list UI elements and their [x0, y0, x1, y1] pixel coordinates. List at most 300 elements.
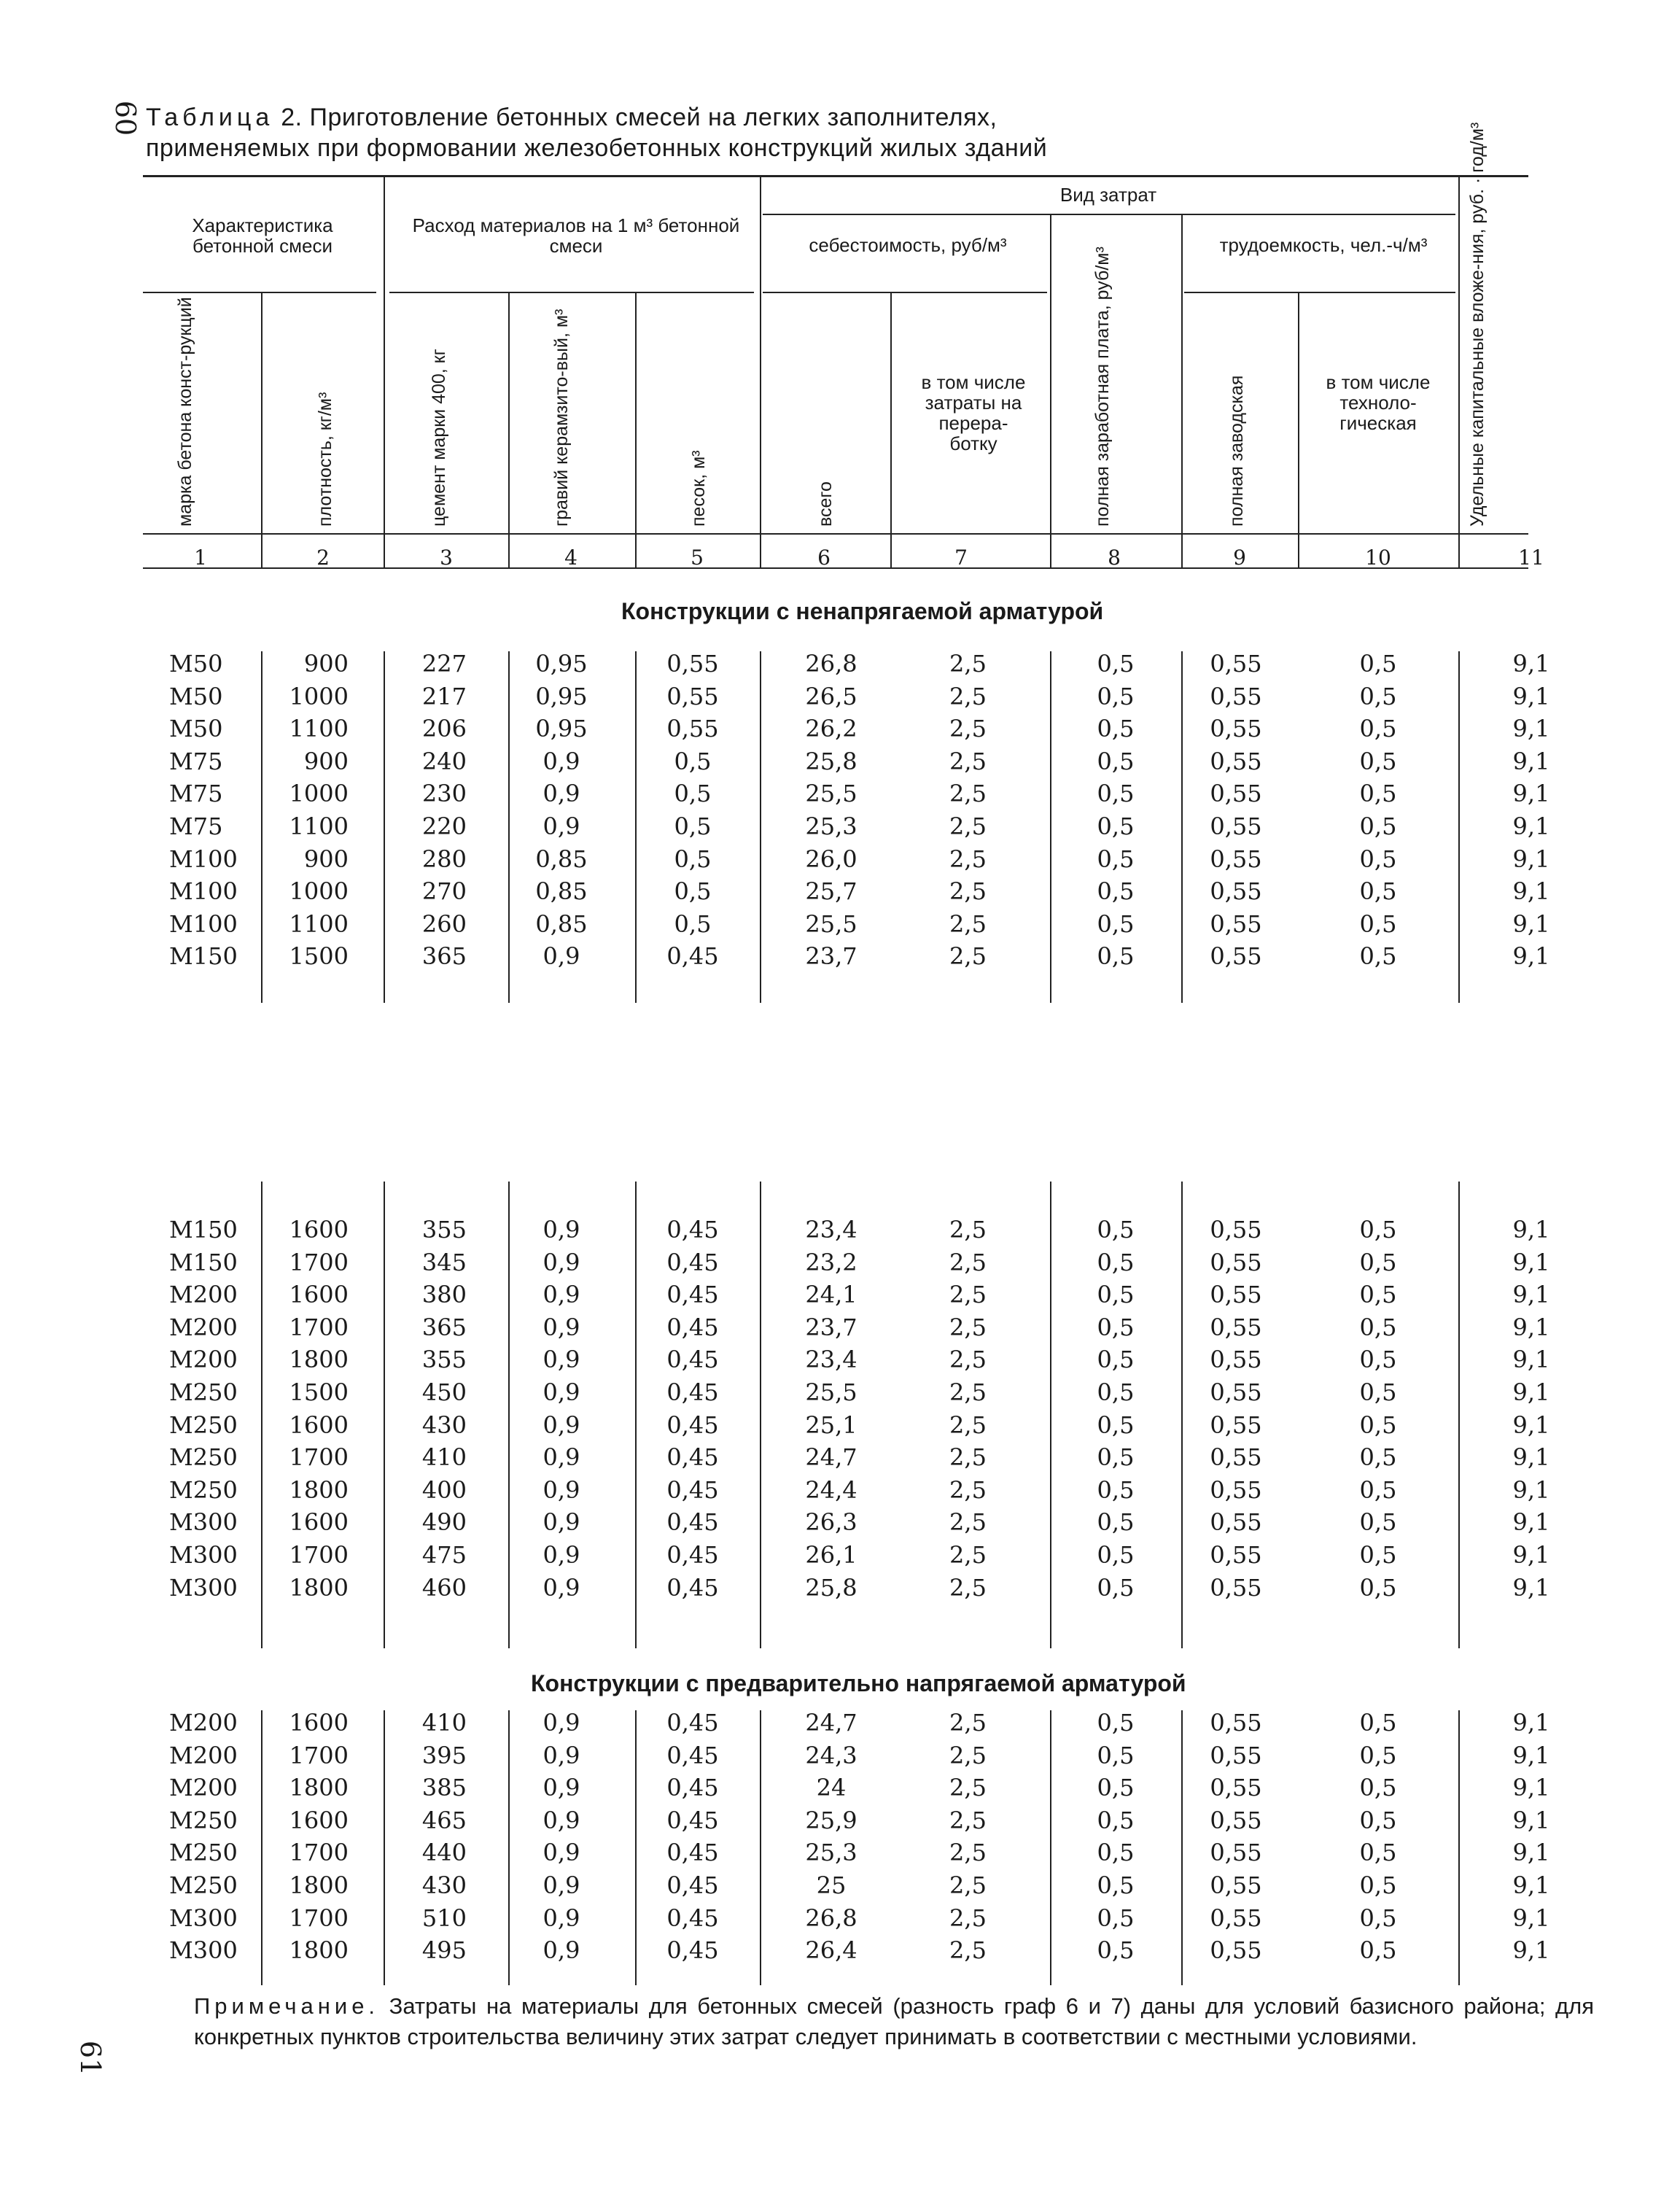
- table-row-b-cell-sand: 0,45: [666, 1378, 719, 1406]
- table-row-b-cell-cost-total: 23,4: [805, 1346, 858, 1374]
- table-row-a-cell-density: 900: [303, 650, 349, 678]
- table-row-a-cell-density: 900: [303, 845, 349, 873]
- table-row-b-cell-grade: М200: [169, 1281, 238, 1309]
- table-row-c-cell-capital-investment: 9,1: [1512, 1741, 1550, 1769]
- table-row-b-cell-labor-tech: 0,5: [1359, 1411, 1397, 1439]
- colnum-6: 6: [817, 546, 831, 570]
- table-row-b-cell-cement: 450: [421, 1378, 467, 1406]
- table-row-a-cell-grade: М100: [169, 877, 238, 906]
- table-row-a-cell-grade: М75: [169, 747, 223, 775]
- table-row-b-column-divider: [1458, 1182, 1460, 1648]
- table-row-b-cell-cost-processing: 2,5: [949, 1313, 987, 1341]
- page-number-top: 60: [109, 100, 142, 136]
- table-row-a-cell-sand: 0,55: [666, 650, 719, 678]
- table-row-a-cell-labor-total: 0,55: [1210, 845, 1262, 873]
- table-row-b-cell-labor-tech: 0,5: [1359, 1281, 1397, 1309]
- table-row-c-cell-gravel: 0,9: [542, 1774, 580, 1802]
- table-row-b-cell-wage: 0,5: [1097, 1281, 1135, 1309]
- table-row-a-cell-labor-total: 0,55: [1210, 812, 1262, 840]
- table-row-c-cell-cost-total: 26,4: [805, 1936, 858, 1965]
- table-row-a-cell-density: 1100: [289, 715, 349, 743]
- table-row-c-column-divider: [1181, 1710, 1183, 1985]
- vline-h-5: [760, 175, 761, 567]
- table-row-c-cell-labor-total: 0,55: [1210, 1936, 1262, 1965]
- table-row-c-cell-gravel: 0,9: [542, 1871, 580, 1899]
- table-row-a-cell-wage: 0,5: [1097, 877, 1135, 906]
- table-row-b-cell-density: 1600: [289, 1508, 349, 1537]
- table-row-b-column-divider: [508, 1182, 510, 1648]
- table-row-a-cell-cost-processing: 2,5: [949, 715, 987, 743]
- table-row-b-cell-capital-investment: 9,1: [1512, 1411, 1550, 1439]
- table-row-b-cell-wage: 0,5: [1097, 1573, 1135, 1602]
- table-row-b-cell-grade: М250: [169, 1378, 238, 1406]
- table-row-b-cell-grade: М250: [169, 1411, 238, 1439]
- table-row-a-cell-labor-total: 0,55: [1210, 942, 1262, 971]
- table-row-b-cell-cement: 410: [421, 1443, 467, 1472]
- table-row-a-cell-capital-investment: 9,1: [1512, 715, 1550, 743]
- table-row-a-cell-cost-total: 26,5: [805, 682, 858, 710]
- table-row-c-cell-wage: 0,5: [1097, 1904, 1135, 1932]
- table-row-b-cell-sand: 0,45: [666, 1443, 719, 1472]
- table-row-a-cell-grade: М75: [169, 780, 223, 808]
- table-row-c-cell-capital-investment: 9,1: [1512, 1871, 1550, 1899]
- table-row-b-cell-grade: М200: [169, 1313, 238, 1341]
- table-row-c-cell-wage: 0,5: [1097, 1871, 1135, 1899]
- table-row-b-cell-sand: 0,45: [666, 1346, 719, 1374]
- title-line2: применяемых при формовании железобетонных конструкций жилых зданий: [146, 134, 1048, 162]
- table-row-b-cell-sand: 0,45: [666, 1475, 719, 1504]
- table-row-b-cell-wage: 0,5: [1097, 1443, 1135, 1472]
- colnum-10: 10: [1365, 546, 1391, 570]
- table-row-b-cell-wage: 0,5: [1097, 1411, 1135, 1439]
- table-row-b-cell-capital-investment: 9,1: [1512, 1378, 1550, 1406]
- table-row-c-cell-labor-tech: 0,5: [1359, 1904, 1397, 1932]
- table-row-c-cell-cost-processing: 2,5: [949, 1774, 987, 1802]
- table-row-b-cell-gravel: 0,9: [542, 1281, 580, 1309]
- table-row-b-cell-cost-processing: 2,5: [949, 1573, 987, 1602]
- table-row-c-cell-cost-processing: 2,5: [949, 1709, 987, 1737]
- table-row-c-cell-cost-total: 25,3: [805, 1839, 858, 1867]
- table-row-c-cell-cement: 495: [421, 1936, 467, 1965]
- colnum-2: 2: [316, 546, 330, 570]
- table-row-c-cell-wage: 0,5: [1097, 1806, 1135, 1834]
- table-row-b-cell-grade: М250: [169, 1443, 238, 1472]
- table-row-b-cell-gravel: 0,9: [542, 1248, 580, 1276]
- header-col1: марка бетона конст-рукций: [175, 297, 195, 527]
- table-row-b-cell-cement: 490: [421, 1508, 467, 1537]
- table-row-c-cell-cost-total: 24,3: [805, 1741, 858, 1769]
- table-row-c-cell-cement: 510: [421, 1904, 467, 1932]
- table-row-a-cell-grade: М100: [169, 845, 238, 873]
- table-row-b-cell-cost-total: 26,3: [805, 1508, 858, 1537]
- table-row-c-cell-sand: 0,45: [666, 1904, 719, 1932]
- table-row-a-cell-sand: 0,5: [674, 877, 712, 906]
- table-row-a-cell-sand: 0,45: [666, 942, 719, 971]
- table-row-a-cell-grade: М150: [169, 942, 238, 971]
- colnum-5: 5: [691, 546, 704, 570]
- table-row-a-cell-gravel: 0,95: [535, 682, 588, 710]
- colnum-8: 8: [1108, 546, 1121, 570]
- table-row-a-cell-capital-investment: 9,1: [1512, 909, 1550, 938]
- table-row-b-cell-cost-total: 26,1: [805, 1541, 858, 1569]
- page-number-bottom: 61: [74, 2040, 107, 2076]
- footnote: [194, 1991, 1594, 2052]
- table-row-a-cell-wage: 0,5: [1097, 845, 1135, 873]
- table-row-b-cell-cement: 475: [421, 1541, 467, 1569]
- table-row-a-cell-cost-processing: 2,5: [949, 812, 987, 840]
- table-row-a-column-divider: [1458, 651, 1460, 1003]
- table-row-b-cell-cement: 355: [421, 1216, 467, 1244]
- table-row-b-cell-gravel: 0,9: [542, 1508, 580, 1537]
- table-row-b-cell-cost-total: 23,7: [805, 1313, 858, 1341]
- table-row-b-cell-sand: 0,45: [666, 1508, 719, 1537]
- table-row-b-cell-cement: 460: [421, 1573, 467, 1602]
- table-row-c-cell-cement: 385: [421, 1774, 467, 1802]
- table-row-a-cell-wage: 0,5: [1097, 942, 1135, 971]
- table-row-b-cell-labor-total: 0,55: [1210, 1346, 1262, 1374]
- table-row-a-cell-gravel: 0,9: [542, 942, 580, 971]
- table-row-c-cell-density: 1800: [289, 1871, 349, 1899]
- table-row-c-cell-grade: М200: [169, 1774, 238, 1802]
- table-row-b-cell-cement: 430: [421, 1411, 467, 1439]
- colnum-9: 9: [1233, 546, 1246, 570]
- table-row-c-cell-gravel: 0,9: [542, 1936, 580, 1965]
- table-row-a-cell-labor-total: 0,55: [1210, 909, 1262, 938]
- table-row-b-cell-cost-total: 23,2: [805, 1248, 858, 1276]
- table-row-c-cell-cost-processing: 2,5: [949, 1806, 987, 1834]
- table-row-a-cell-labor-tech: 0,5: [1359, 747, 1397, 775]
- table-row-c-cell-density: 1700: [289, 1839, 349, 1867]
- table-row-c-cell-gravel: 0,9: [542, 1806, 580, 1834]
- table-row-c-cell-cement: 410: [421, 1709, 467, 1737]
- table-row-c-cell-cost-total: 24,7: [805, 1709, 858, 1737]
- header-top-rule: [143, 175, 1528, 177]
- table-row-b-cell-cost-processing: 2,5: [949, 1346, 987, 1374]
- table-row-a-cell-labor-tech: 0,5: [1359, 942, 1397, 971]
- table-row-a-cell-density: 1100: [289, 909, 349, 938]
- table-row-b-cell-capital-investment: 9,1: [1512, 1346, 1550, 1374]
- table-row-b-cell-cost-total: 24,1: [805, 1281, 858, 1309]
- table-row-b-cell-gravel: 0,9: [542, 1475, 580, 1504]
- table-row-a-cell-sand: 0,55: [666, 682, 719, 710]
- table-row-c-cell-capital-investment: 9,1: [1512, 1936, 1550, 1965]
- colnum-11: 11: [1518, 546, 1544, 570]
- table-row-c-cell-gravel: 0,9: [542, 1741, 580, 1769]
- header-col4: гравий керамзито-вый, м³: [551, 309, 572, 527]
- table-row-b-cell-sand: 0,45: [666, 1216, 719, 1244]
- table-row-c-column-divider: [508, 1710, 510, 1985]
- table-row-b-cell-cement: 345: [421, 1248, 467, 1276]
- table-row-c-cell-gravel: 0,9: [542, 1839, 580, 1867]
- header-col2: плотность, кг/м³: [315, 392, 335, 527]
- table-row-b-cell-density: 1800: [289, 1573, 349, 1602]
- table-row-b-column-divider: [1181, 1182, 1183, 1648]
- header-bottom-rule: [143, 533, 1528, 535]
- table-row-b-cell-grade: М150: [169, 1248, 238, 1276]
- table-row-a-cell-wage: 0,5: [1097, 715, 1135, 743]
- vline-h-8: [1181, 214, 1183, 567]
- table-row-a-cell-cement: 240: [421, 747, 467, 775]
- table-row-c-cell-cost-total: 25,9: [805, 1806, 858, 1834]
- table-row-a-cell-gravel: 0,85: [535, 845, 588, 873]
- table-row-a-cell-gravel: 0,95: [535, 650, 588, 678]
- table-row-b-cell-labor-total: 0,55: [1210, 1475, 1262, 1504]
- table-row-c-cell-density: 1800: [289, 1774, 349, 1802]
- table-row-c-cell-gravel: 0,9: [542, 1904, 580, 1932]
- table-row-b-cell-capital-investment: 9,1: [1512, 1541, 1550, 1569]
- table-row-c-cell-sand: 0,45: [666, 1774, 719, 1802]
- table-row-b-cell-gravel: 0,9: [542, 1411, 580, 1439]
- table-row-b-cell-wage: 0,5: [1097, 1541, 1135, 1569]
- table-row-b-cell-grade: М300: [169, 1541, 238, 1569]
- title-label: Таблица: [146, 104, 274, 131]
- table-row-b-cell-capital-investment: 9,1: [1512, 1216, 1550, 1244]
- table-row-c-column-divider: [261, 1710, 262, 1985]
- table-row-a-cell-capital-investment: 9,1: [1512, 747, 1550, 775]
- colnum-3: 3: [440, 546, 453, 570]
- table-row-b-cell-cost-total: 24,7: [805, 1443, 858, 1472]
- table-row-b-cell-labor-total: 0,55: [1210, 1378, 1262, 1406]
- title-line1: 2. Приготовление бетонных смесей на легких заполнителях,: [273, 104, 998, 131]
- vline-h-10: [1458, 175, 1460, 567]
- header-group-costs: Вид затрат: [1059, 184, 1157, 206]
- table-row-b-cell-density: 1800: [289, 1475, 349, 1504]
- table-row-b-cell-gravel: 0,9: [542, 1443, 580, 1472]
- table-row-c-cell-wage: 0,5: [1097, 1709, 1135, 1737]
- table-row-b-cell-wage: 0,5: [1097, 1475, 1135, 1504]
- table-row-a-cell-labor-total: 0,55: [1210, 715, 1262, 743]
- table-row-b-cell-labor-tech: 0,5: [1359, 1475, 1397, 1504]
- vline-h-9: [1298, 292, 1299, 567]
- table-row-c-cell-labor-total: 0,55: [1210, 1741, 1262, 1769]
- table-row-b-cell-sand: 0,45: [666, 1573, 719, 1602]
- table-row-c-cell-labor-total: 0,55: [1210, 1709, 1262, 1737]
- table-row-b-cell-labor-tech: 0,5: [1359, 1443, 1397, 1472]
- table-row-c-cell-labor-total: 0,55: [1210, 1904, 1262, 1932]
- table-row-a-cell-capital-investment: 9,1: [1512, 780, 1550, 808]
- table-row-c-cell-labor-total: 0,55: [1210, 1806, 1262, 1834]
- table-row-a-cell-cost-processing: 2,5: [949, 650, 987, 678]
- table-row-a-cell-sand: 0,5: [674, 845, 712, 873]
- table-row-c-cell-sand: 0,45: [666, 1936, 719, 1965]
- table-row-b-cell-sand: 0,45: [666, 1411, 719, 1439]
- table-row-a-cell-cost-processing: 2,5: [949, 845, 987, 873]
- table-row-c-cell-grade: М250: [169, 1806, 238, 1834]
- table-row-a-cell-labor-tech: 0,5: [1359, 682, 1397, 710]
- header-rule-costprice: [763, 292, 1047, 293]
- table-row-a-cell-labor-total: 0,55: [1210, 650, 1262, 678]
- table-row-b-cell-cost-processing: 2,5: [949, 1541, 987, 1569]
- table-row-b-cell-labor-total: 0,55: [1210, 1313, 1262, 1341]
- table-row-c-cell-sand: 0,45: [666, 1741, 719, 1769]
- table-row-b-cell-gravel: 0,9: [542, 1313, 580, 1341]
- table-row-a-cell-density: 1000: [289, 877, 349, 906]
- table-row-c-cell-labor-total: 0,55: [1210, 1774, 1262, 1802]
- table-row-b-cell-cost-total: 25,5: [805, 1378, 858, 1406]
- table-row-a-cell-wage: 0,5: [1097, 682, 1135, 710]
- table-row-b-cell-wage: 0,5: [1097, 1346, 1135, 1374]
- vline-h-1: [261, 292, 262, 567]
- table-row-c-cell-labor-tech: 0,5: [1359, 1936, 1397, 1965]
- footnote-label: Примечание.: [194, 1993, 380, 2019]
- table-row-b-cell-cement: 400: [421, 1475, 467, 1504]
- table-row-c-cell-cement: 465: [421, 1806, 467, 1834]
- table-row-a-cell-wage: 0,5: [1097, 650, 1135, 678]
- header-rule-characteristics: [143, 292, 376, 293]
- table-row-b-cell-sand: 0,45: [666, 1313, 719, 1341]
- table-row-b-cell-sand: 0,45: [666, 1248, 719, 1276]
- table-row-b-cell-density: 1500: [289, 1378, 349, 1406]
- header-labor: трудоемкость, чел.-ч/м³: [1219, 234, 1428, 256]
- table-row-a-column-divider: [1181, 651, 1183, 1003]
- table-row-c-cell-cement: 430: [421, 1871, 467, 1899]
- table-row-a-cell-capital-investment: 9,1: [1512, 942, 1550, 971]
- table-row-b-cell-labor-tech: 0,5: [1359, 1378, 1397, 1406]
- table-row-c-cell-labor-tech: 0,5: [1359, 1839, 1397, 1867]
- table-row-a-cell-cement: 280: [421, 845, 467, 873]
- table-row-a-cell-cost-total: 25,3: [805, 812, 858, 840]
- table-row-b-column-divider: [1050, 1182, 1051, 1648]
- table-row-b-cell-capital-investment: 9,1: [1512, 1443, 1550, 1472]
- table-row-a-cell-sand: 0,5: [674, 747, 712, 775]
- table-row-a-cell-labor-tech: 0,5: [1359, 780, 1397, 808]
- table-row-a-cell-capital-investment: 9,1: [1512, 682, 1550, 710]
- table-row-a-cell-cement: 220: [421, 812, 467, 840]
- table-row-a-cell-grade: М100: [169, 909, 238, 938]
- table-row-a-cell-sand: 0,55: [666, 715, 719, 743]
- vline-h-6: [890, 292, 892, 567]
- table-row-b-cell-sand: 0,45: [666, 1281, 719, 1309]
- table-row-a-cell-gravel: 0,95: [535, 715, 588, 743]
- table-row-b-cell-labor-tech: 0,5: [1359, 1346, 1397, 1374]
- table-row-b-cell-cost-total: 25,8: [805, 1573, 858, 1602]
- table-row-a-cell-grade: М50: [169, 715, 223, 743]
- table-row-c-cell-cost-total: 26,8: [805, 1904, 858, 1932]
- table-row-c-cell-labor-tech: 0,5: [1359, 1806, 1397, 1834]
- table-row-b-cell-labor-tech: 0,5: [1359, 1313, 1397, 1341]
- table-row-a-column-divider: [384, 651, 385, 1003]
- table-row-c-column-divider: [760, 1710, 761, 1985]
- header-col7: в том числе затраты на перера-ботку: [921, 371, 1026, 454]
- table-row-b-cell-density: 1600: [289, 1281, 349, 1309]
- table-row-a-cell-cost-total: 26,8: [805, 650, 858, 678]
- table-row-b-cell-capital-investment: 9,1: [1512, 1313, 1550, 1341]
- table-row-c-cell-sand: 0,45: [666, 1839, 719, 1867]
- table-row-a-cell-gravel: 0,9: [542, 780, 580, 808]
- vline-h-7: [1050, 214, 1051, 567]
- table-row-b-cell-cost-processing: 2,5: [949, 1475, 987, 1504]
- table-row-c-cell-labor-total: 0,55: [1210, 1871, 1262, 1899]
- table-row-c-cell-labor-tech: 0,5: [1359, 1871, 1397, 1899]
- table-row-a-cell-cost-processing: 2,5: [949, 942, 987, 971]
- table-row-b-cell-labor-tech: 0,5: [1359, 1248, 1397, 1276]
- table-row-a-cell-labor-tech: 0,5: [1359, 812, 1397, 840]
- table-row-a-cell-wage: 0,5: [1097, 909, 1135, 938]
- footnote-text: Затраты на материалы для бетонных смесей (разность граф 6 и 7) даны для условий базисного района; для конкретных пунктов строительства величину этих затрат следует принимать в соответствии с местными условиями.: [194, 1993, 1594, 2049]
- table-row-b-cell-gravel: 0,9: [542, 1346, 580, 1374]
- table-row-c-cell-grade: М300: [169, 1904, 238, 1932]
- table-row-c-cell-sand: 0,45: [666, 1871, 719, 1899]
- table-row-a-cell-density: 1500: [289, 942, 349, 971]
- table-row-c-cell-sand: 0,45: [666, 1709, 719, 1737]
- table-row-a-cell-cement: 270: [421, 877, 467, 906]
- table-row-c-cell-labor-tech: 0,5: [1359, 1741, 1397, 1769]
- table-row-b-cell-cement: 355: [421, 1346, 467, 1374]
- table-row-b-cell-wage: 0,5: [1097, 1216, 1135, 1244]
- header-col5: песок, м³: [688, 450, 709, 527]
- section-title-nonprestressed: Конструкции с ненапрягаемой арматурой: [621, 598, 1104, 624]
- table-row-a-cell-labor-total: 0,55: [1210, 877, 1262, 906]
- table-row-b-cell-wage: 0,5: [1097, 1248, 1135, 1276]
- table-row-b-cell-cost-total: 25,1: [805, 1411, 858, 1439]
- table-row-a-cell-labor-tech: 0,5: [1359, 909, 1397, 938]
- table-row-a-cell-gravel: 0,85: [535, 877, 588, 906]
- table-row-c-cell-grade: М300: [169, 1936, 238, 1965]
- table-row-b-cell-density: 1600: [289, 1411, 349, 1439]
- table-row-a-cell-density: 1000: [289, 780, 349, 808]
- table-row-c-cell-density: 1600: [289, 1806, 349, 1834]
- table-row-c-cell-capital-investment: 9,1: [1512, 1839, 1550, 1867]
- table-row-a-cell-labor-tech: 0,5: [1359, 650, 1397, 678]
- header-cost-price: себестоимость, руб/м³: [809, 234, 1007, 256]
- table-row-b-cell-density: 1700: [289, 1313, 349, 1341]
- colnum-4: 4: [564, 546, 578, 570]
- header-rule-consumption: [389, 292, 754, 293]
- header-rule-labor: [1184, 292, 1455, 293]
- table-row-a-column-divider: [760, 651, 761, 1003]
- table-row-c-cell-density: 1800: [289, 1936, 349, 1965]
- table-row-b-cell-cost-processing: 2,5: [949, 1281, 987, 1309]
- table-row-a-cell-cement: 227: [421, 650, 467, 678]
- table-row-b-cell-capital-investment: 9,1: [1512, 1281, 1550, 1309]
- table-row-b-column-divider: [635, 1182, 637, 1648]
- table-row-c-cell-cost-processing: 2,5: [949, 1839, 987, 1867]
- table-row-b-cell-labor-total: 0,55: [1210, 1573, 1262, 1602]
- table-row-b-cell-grade: М150: [169, 1216, 238, 1244]
- table-row-b-column-divider: [760, 1182, 761, 1648]
- table-row-c-cell-wage: 0,5: [1097, 1741, 1135, 1769]
- table-row-b-cell-cost-processing: 2,5: [949, 1508, 987, 1537]
- table-row-b-cell-gravel: 0,9: [542, 1541, 580, 1569]
- table-row-b-cell-cost-processing: 2,5: [949, 1411, 987, 1439]
- table-row-b-cell-wage: 0,5: [1097, 1313, 1135, 1341]
- table-row-c-column-divider: [635, 1710, 637, 1985]
- table-row-c-cell-cost-total: 25: [816, 1871, 847, 1899]
- table-row-b-cell-grade: М300: [169, 1508, 238, 1537]
- vline-h-3: [508, 292, 510, 567]
- table-row-b-cell-cement: 380: [421, 1281, 467, 1309]
- table-row-a-column-divider: [508, 651, 510, 1003]
- table-row-c-cell-grade: М200: [169, 1741, 238, 1769]
- table-row-b-cell-capital-investment: 9,1: [1512, 1508, 1550, 1537]
- table-row-b-cell-wage: 0,5: [1097, 1378, 1135, 1406]
- table-row-a-cell-grade: М50: [169, 682, 223, 710]
- table-row-a-cell-cost-total: 25,5: [805, 780, 858, 808]
- table-row-b-cell-density: 1700: [289, 1541, 349, 1569]
- table-row-a-cell-cost-total: 26,2: [805, 715, 858, 743]
- table-row-a-cell-labor-total: 0,55: [1210, 780, 1262, 808]
- table-row-c-cell-wage: 0,5: [1097, 1774, 1135, 1802]
- table-row-a-cell-labor-total: 0,55: [1210, 682, 1262, 710]
- table-row-a-cell-labor-tech: 0,5: [1359, 845, 1397, 873]
- header-rule-costs: [763, 214, 1455, 215]
- table-row-a-cell-cement: 217: [421, 682, 467, 710]
- header-col3: цемент марки 400, кг: [429, 349, 449, 527]
- table-row-c-column-divider: [1458, 1710, 1460, 1985]
- table-row-b-cell-labor-tech: 0,5: [1359, 1216, 1397, 1244]
- table-row-a-cell-capital-investment: 9,1: [1512, 845, 1550, 873]
- table-row-c-cell-labor-tech: 0,5: [1359, 1774, 1397, 1802]
